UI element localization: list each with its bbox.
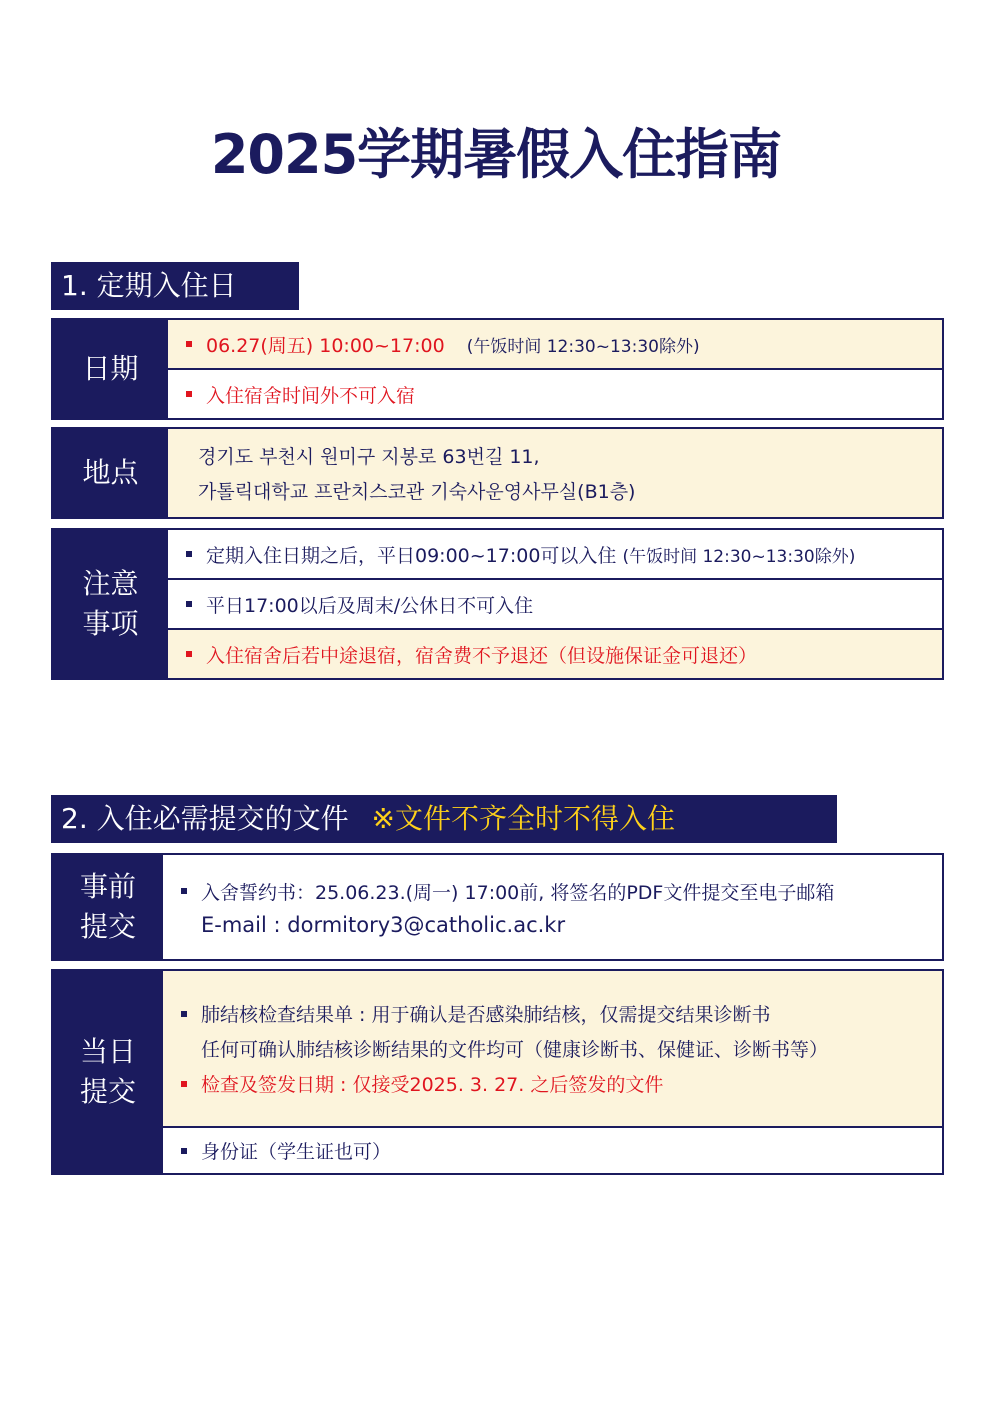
issue-date-text: 检查及签发日期 : 仅接受2025. 3. 27. 之后签发的文件 (201, 1074, 664, 1096)
section1-heading (51, 262, 299, 310)
bullet-icon (181, 1081, 187, 1087)
bullet-icon (186, 391, 192, 397)
bullet-icon (181, 888, 187, 894)
sameday-row-1 (163, 971, 942, 1126)
bullet-icon (181, 1148, 187, 1154)
section1-heading-text: 1. 定期入住日 (61, 269, 237, 302)
notes-label-line2: 事项 (82, 607, 139, 640)
advance-label (53, 855, 163, 959)
date-time-text: 06.27(周五) 10:00~17:00 (206, 334, 445, 357)
location-block (51, 427, 944, 519)
advance-row (163, 855, 942, 959)
notes-block (51, 528, 944, 680)
notes-row-3 (168, 628, 942, 678)
notes-row-2 (168, 578, 942, 628)
date-restriction-text: 入住宿舍时间外不可入宿 (206, 384, 416, 407)
address-line-2: 가톨릭대학교 프란치스코관 기숙사운영사무실(B1층) (198, 481, 636, 503)
pledge-text: 入舍誓约书：25.06.23.(周一) 17:00前, 将签名的PDF文件提交至电子邮箱 (201, 881, 835, 904)
section2-warning: ※文件不齐全时不得入住 (371, 802, 675, 835)
bullet-icon (186, 551, 192, 557)
notes-label (53, 530, 168, 678)
notes-label-line1: 注意 (82, 567, 139, 600)
date-row-1 (168, 320, 942, 368)
sameday-label-line2: 提交 (79, 1075, 136, 1108)
notes-row-1 (168, 530, 942, 578)
notes-item-1: 定期入住日期之后，平日09:00~17:00可以入住 (206, 544, 617, 567)
date-row-2 (168, 368, 942, 418)
address-line-1: 경기도 부천시 원미구 지봉로 63번길 11, (198, 446, 540, 468)
advance-label-line2: 提交 (79, 910, 136, 943)
page-title: 2025学期暑假入住指南 (210, 123, 782, 186)
sameday-block (51, 969, 944, 1175)
tb-test-continued: 任何可确认肺结核诊断结果的文件均可（健康诊断书、保健证、诊断书等） (201, 1039, 829, 1061)
sameday-label-line1: 当日 (79, 1035, 136, 1068)
lunch-note: (午饭时间 12:30~13:30除外) (466, 336, 700, 357)
bullet-icon (186, 601, 192, 607)
tb-test-text: 肺结核检查结果单 : 用于确认是否感染肺结核，仅需提交结果诊断书 (201, 1004, 771, 1026)
location-row (168, 429, 942, 517)
id-card-text: 身份证（学生证也可） (201, 1141, 392, 1163)
bullet-icon (181, 1011, 187, 1017)
advance-block (51, 853, 944, 961)
notes-item-2: 平日17:00以后及周末/公休日不可入住 (206, 594, 534, 617)
location-label: 地点 (53, 429, 168, 517)
email-text: E-mail : dormitory3@catholic.ac.kr (201, 912, 566, 937)
notes-item-1-note: (午饭时间 12:30~13:30除外) (622, 546, 856, 567)
sameday-label (53, 971, 163, 1173)
section2-heading (51, 795, 837, 843)
section2-heading-text: 2. 入住必需提交的文件 (61, 802, 349, 835)
advance-label-line1: 事前 (79, 870, 136, 903)
bullet-icon (186, 651, 192, 657)
date-block (51, 318, 944, 420)
sameday-row-2 (163, 1126, 942, 1173)
bullet-icon (186, 341, 192, 347)
notes-item-3: 入住宿舍后若中途退宿，宿舍费不予退还（但设施保证金可退还） (206, 644, 758, 667)
date-label: 日期 (53, 320, 168, 418)
